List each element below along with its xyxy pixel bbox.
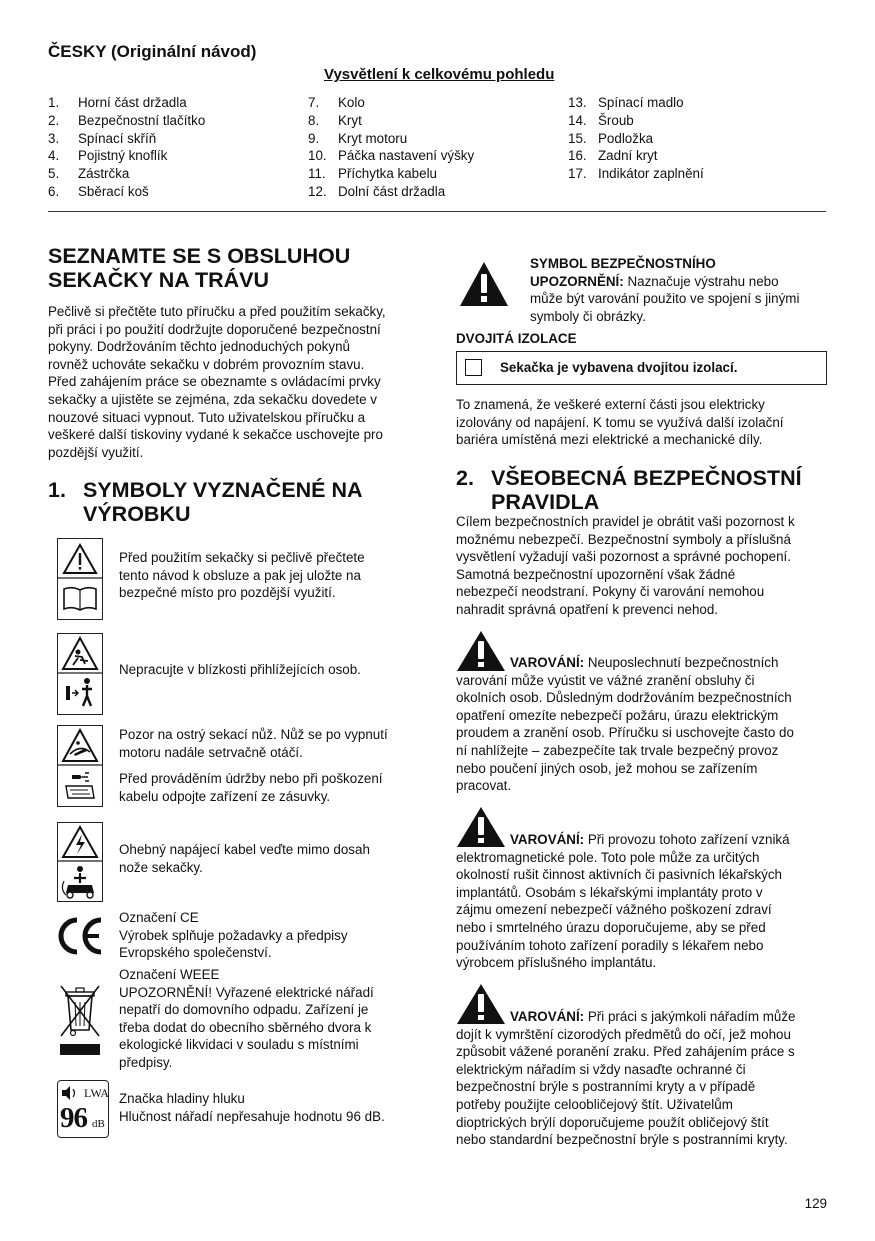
warning-triangle-icon	[458, 260, 510, 313]
list-item: 5. Zástrčka	[48, 166, 130, 182]
safety-symbol-text: SYMBOL BEZPEČNOSTNÍHO UPOZORNĚNÍ: Naznačuje výstrahu nebo může být varování použito ve spojení s jinými symboly či obrázky.	[530, 256, 800, 324]
list-item: 9. Kryt motoru	[308, 130, 408, 146]
parts-column-3	[568, 94, 704, 183]
symbol-text-read-manual: Před použitím sekačky si pečlivě přečtete tento návod k obsluze a pak jej uložte na bezpečné místo pro pozdější využití.	[119, 550, 365, 601]
list-item: 2. Bezpečnostní tlačítko	[48, 112, 206, 128]
list-item: 4. Pojistný knoflík	[48, 148, 168, 164]
double-insulation-title: DVOJITÁ IZOLACE	[456, 331, 577, 346]
symbol-text-unplug: Před prováděním údržby nebo při poškození kabelu odpojte zařízení ze zásuvky.	[119, 771, 383, 804]
noise-level-icon: LWA 96 dB	[57, 1080, 109, 1138]
double-insulation-paragraph: To znamená, že veškeré externí části jsou elektricky izolovány od napájení. K tomu se využívá další izolační bariéra umístěná mezi elektrické a mechanické díly.	[456, 397, 784, 448]
double-insulation-icon	[456, 351, 492, 385]
list-item: 14. Šroub	[568, 112, 634, 128]
symbol-text-bystanders: Nepracujte v blízkosti přihlížejících osob.	[119, 662, 361, 677]
language-title: ČESKY (Originální návod)	[48, 42, 257, 61]
warning-block-1: VAROVÁNÍ: Neuposlechnutí bezpečnostních varování může vyústit ve vážné zranění obsluhy či okolních osob. Důsledným dodržováním bezpečnostních opatření omezíte nebezpečí požáru, úrazu elektrickým proudem a zranění osob. Příručku si uschovejte často do ní nahlížejte – zabezpečíte tak trvale bezpečný provoz nebo poučení jiných osob, jež mohou se zařízením pracovat.	[456, 655, 794, 794]
header-divider	[48, 211, 826, 212]
list-item: 3. Spínací skříň	[48, 130, 157, 146]
ce-mark-icon	[55, 914, 107, 963]
intro-heading: SEZNAMTE SE S OBSLUHOU SEKAČKY NA TRÁVU	[48, 244, 351, 292]
list-item: 7. Kolo	[308, 95, 365, 110]
sharp-blade-icon	[57, 725, 103, 807]
list-item: 8. Kryt	[308, 112, 362, 128]
weee-bin-icon	[58, 982, 102, 1063]
warning-block-2: VAROVÁNÍ: Při provozu tohoto zařízení vzniká elektromagnetické pole. Toto pole může za určitých okolností rušit činnost aktivních či pasivních lékařských implantátů. Osobám s lékařskými implantáty proto v zájmu omezení nebezpečí vážného poškození zdraví nebo i smrtelného úrazu doporučujeme, aby se před používáním tohoto zařízení poradily s lékařem nebo výrobcem příslušného implantátu.	[456, 832, 790, 971]
list-item: 17. Indikátor zaplnění	[568, 166, 704, 182]
section2-paragraph: Cílem bezpečnostních pravidel je obrátit vaši pozornost k možnému nebezpečí. Bezpečnostní symboly a příslušná vysvětlení vyžadují vaši pozornost a správné pochopení. Samotná bezpečnostní upozornění však žádné nebezpečí neodstraní. Pokyny či varování nemohou nahradit správná opatření k prevenci nehod.	[456, 514, 795, 617]
symbol-text-noise: Značka hladiny hluku Hlučnost nářadí nepřesahuje hodnotu 96 dB.	[119, 1091, 385, 1124]
section2-heading: 2. VŠEOBECNÁ BEZPEČNOSTNÍ PRAVIDLA	[456, 466, 802, 514]
intro-paragraph: Pečlivě si přečtěte tuto příručku a před použitím sekačky, při práci i po použití dodržujte doporučené bezpečnostní pokyny. Dodržováním těchto jednoduchých pokynů rovněž uchováte sekačku v dobrém provozním stavu. Před zahájením práce se obeznamte s ovládacími prvky sekačky a ujistěte se zejména, zda sekačku dovedete v nouzové situaci vypnout. Tuto uživatelskou příručku a veškeré další tiskoviny vydané k sekačce uschovejte pro pozdější využití.	[48, 304, 386, 460]
bystanders-icon	[57, 633, 103, 715]
list-item: 13. Spínací madlo	[568, 95, 684, 110]
symbol-text-sharp-blade: Pozor na ostrý sekací nůž. Nůž se po vypnutí motoru nadále setrvačně otáčí.	[119, 727, 388, 760]
parts-column-1	[48, 94, 205, 201]
overview-title: Vysvětlení k celkovému pohledu	[324, 66, 555, 83]
list-item: 11. Příchytka kabelu	[308, 166, 437, 182]
list-item: 1. Horní část držadla	[48, 95, 187, 110]
page-number: 129	[804, 1196, 827, 1211]
list-item: 10. Páčka nastavení výšky	[308, 148, 475, 164]
list-item: 15. Podložka	[568, 130, 654, 146]
double-insulation-box: Sekačka je vybavena dvojitou izolací.	[490, 351, 827, 385]
list-item: 6. Sběrací koš	[48, 183, 149, 199]
symbol-text-ce: Označení CE Výrobek splňuje požadavky a předpisy Evropského společenství.	[119, 910, 348, 961]
read-manual-icon	[57, 538, 103, 620]
section1-heading: 1. SYMBOLY VYZNAČENÉ NA VÝROBKU	[48, 478, 363, 526]
warning-block-3: VAROVÁNÍ: Při práci s jakýmkoli nářadím může dojít k vymrštění cizorodých předmětů do očí, jež mohou způsobit vážené poranění zraku. Před zahájením práce s elektrickým nářadím si vždy nasaďte ochranné či bezpečnostní brýle s postranními kryty a v případě potřeby použijte celoobličejový štít. Uživatelům dioptrických brýlí doporučujeme použít obličejový štít nebo standardní bezpečnostní brýle s postranními kryty.	[456, 1009, 796, 1148]
unplug-icon	[57, 765, 58, 766]
parts-column-2	[308, 94, 474, 201]
symbol-text-weee: Označení WEEE UPOZORNĚNÍ! Vyřazené elektrické nářadí nepatří do domovního odpadu. Zařízení je třeba dodat do obecního sběrného dvora k ekologické likvidaci v souladu s místními předpisy.	[119, 967, 374, 1070]
symbol-text-cable: Ohebný napájecí kabel veďte mimo dosah nože sekačky.	[119, 842, 370, 875]
cable-icon	[57, 822, 103, 902]
list-item: 16. Zadní kryt	[568, 148, 658, 164]
list-item: 12. Dolní část držadla	[308, 183, 446, 199]
